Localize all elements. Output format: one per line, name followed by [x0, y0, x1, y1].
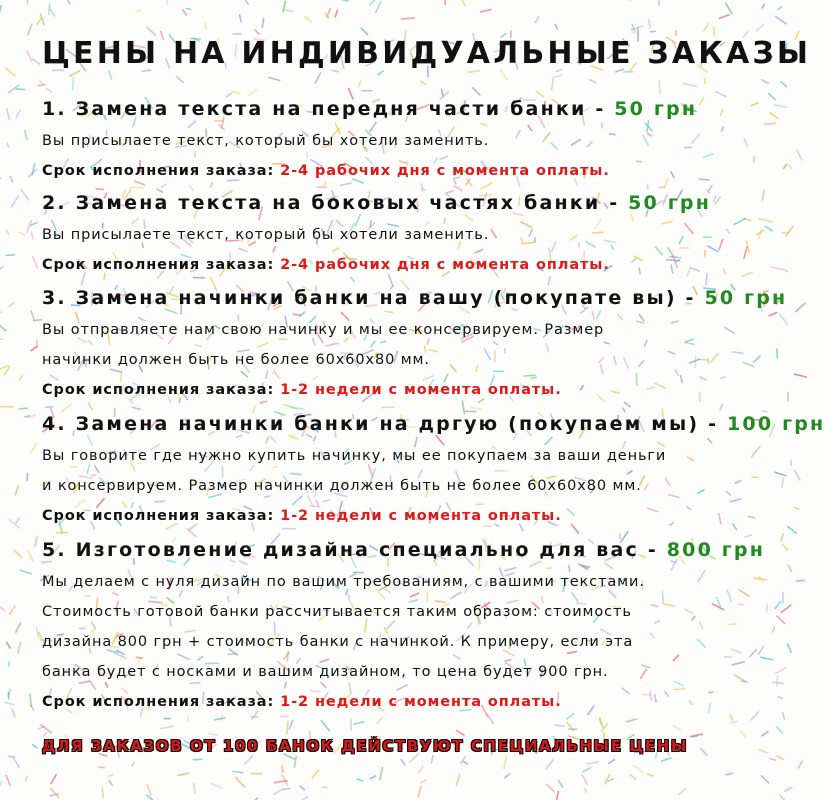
item-price: 800 грн — [666, 539, 766, 561]
price-item-4 — [42, 412, 825, 526]
item-term — [42, 692, 762, 712]
item-description: дизайна 800 грн + стоимость банки с начинкой. К примеру, если эта — [42, 634, 634, 650]
item-title: 1. Замена текста на передня части банки - — [42, 98, 606, 120]
item-description: Стоимость готовой банки рассчитывается таким образом: стоимость — [42, 604, 632, 620]
term-label: Срок исполнения заказа: — [42, 257, 275, 273]
term-label: Срок исполнения заказа: — [42, 508, 275, 524]
item-heading — [42, 286, 788, 310]
price-item-5 — [42, 538, 766, 712]
item-description: Вы отправляете нам свою начинку и мы ее консервируем. Размер — [42, 322, 605, 338]
term-label: Срок исполнения заказа: — [42, 382, 275, 398]
item-term — [42, 380, 762, 400]
item-description: Вы говорите где нужно купить начинку, мы ее покупаем за ваши деньги — [42, 448, 667, 464]
item-title: 2. Замена текста на боковых частях банки - — [42, 192, 620, 214]
item-price: 50 грн — [704, 287, 788, 309]
item-description: Вы присылаете текст, который бы хотели заменить. — [42, 227, 490, 243]
item-term — [42, 161, 762, 181]
item-title: 4. Замена начинки банки на дргую (покупаем мы) - — [42, 413, 719, 435]
item-description: начинки должен быть не более 60х60х80 мм. — [42, 352, 430, 368]
term-value: 1-2 недели с момента оплаты. — [280, 694, 562, 710]
item-title: 5. Изготовление дизайна специально для вас - — [42, 539, 658, 561]
item-price: 50 грн — [628, 192, 712, 214]
term-value: 1-2 недели с момента оплаты. — [280, 382, 562, 398]
item-price: 50 грн — [614, 98, 698, 120]
item-description: Вы присылаете текст, который бы хотели заменить. — [42, 133, 490, 149]
page-title: ЦЕНЫ НА ИНДИВИДУАЛЬНЫЕ ЗАКАЗЫ — [42, 36, 812, 71]
item-term — [42, 506, 762, 526]
term-value: 2-4 рабочих дня с момента оплаты. — [280, 257, 610, 273]
item-description: банка будет с носками и вашим дизайном, то цена будет 900 грн. — [42, 664, 609, 680]
price-item-2 — [42, 191, 762, 275]
special-offer-banner: ДЛЯ ЗАКАЗОВ ОТ 100 БАНОК ДЕЙСТВУЮТ СПЕЦИАЛЬНЫЕ ЦЕНЫ — [42, 737, 689, 755]
term-label: Срок исполнения заказа: — [42, 163, 275, 179]
item-price: 100 грн — [727, 413, 825, 435]
item-heading — [42, 191, 762, 215]
price-item-3 — [42, 286, 788, 400]
term-value: 2-4 рабочих дня с момента оплаты. — [280, 163, 610, 179]
item-heading — [42, 538, 766, 562]
term-label: Срок исполнения заказа: — [42, 694, 275, 710]
item-term — [42, 255, 762, 275]
item-description: и консервируем. Размер начинки должен быть не более 60х60х80 мм. — [42, 478, 642, 494]
item-title: 3. Замена начинки банки на вашу (покупате вы) - — [42, 287, 696, 309]
price-item-1 — [42, 97, 762, 181]
term-value: 1-2 недели с момента оплаты. — [280, 508, 562, 524]
item-description: Мы делаем с нуля дизайн по вашим требованиям, с вашими текстами. — [42, 574, 645, 590]
item-heading — [42, 97, 762, 121]
item-heading — [42, 412, 825, 436]
